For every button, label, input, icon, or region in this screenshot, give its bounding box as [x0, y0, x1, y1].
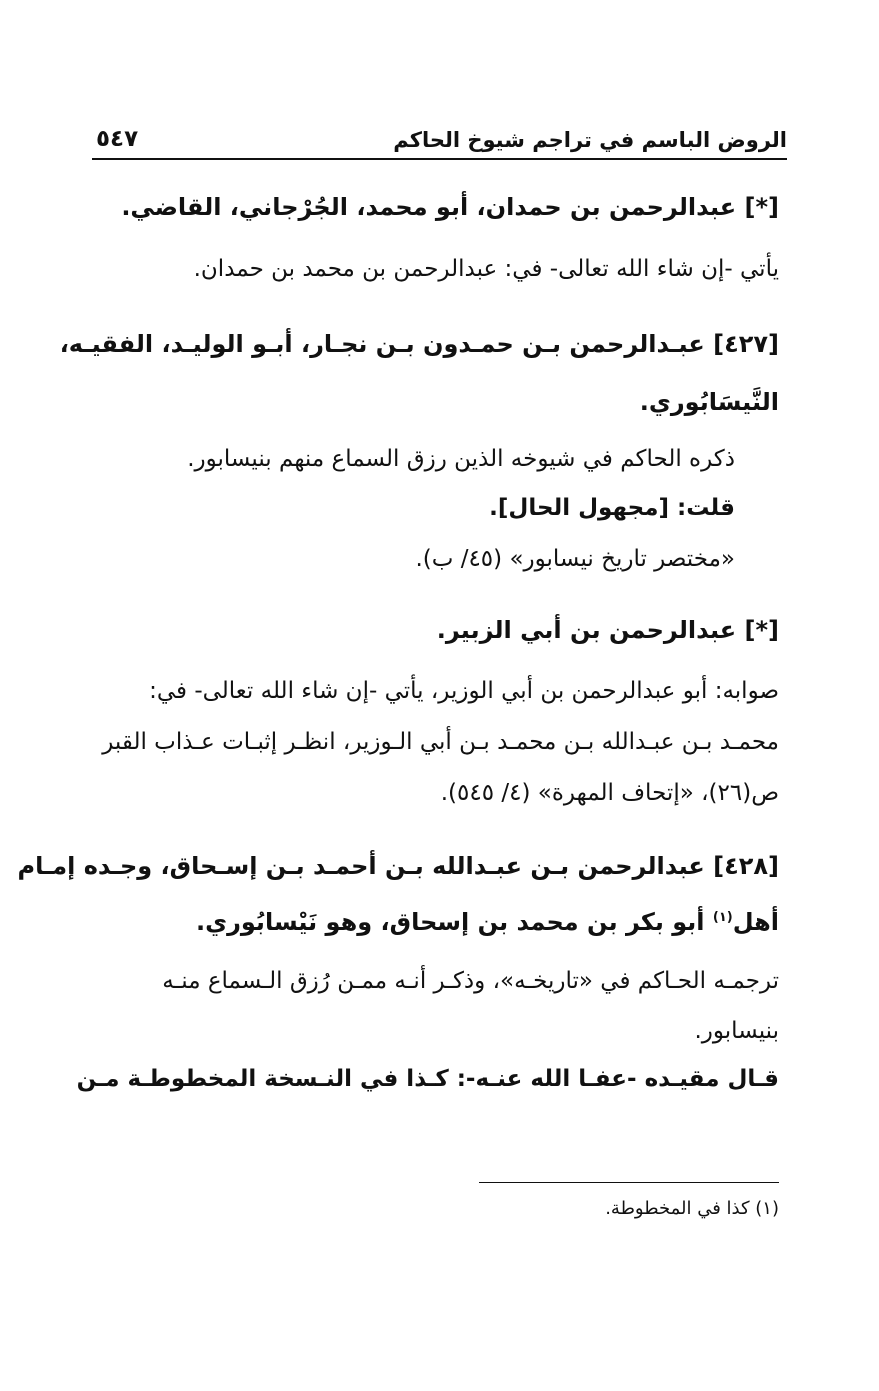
entry-427-note: قلت: [مجهول الحال].	[489, 495, 735, 521]
running-header	[92, 118, 787, 160]
cross-ref-text-1: يأتي -إن شاء الله تعالى- في: عبدالرحمن بن محمد بن حمدان.	[193, 256, 779, 282]
entry-427-heading: [٤٢٧] عبـدالرحمن بـن حمـدون بـن نجـار، أبـو الوليـد، الفقيـه،	[59, 330, 779, 358]
footnote-divider	[479, 1182, 779, 1183]
entry-428-comment: قـال مقيـده -عفـا الله عنـه-: كـذا في النـسخة المخطوطـة مـن	[76, 1066, 779, 1092]
page-number: ٥٤٧	[96, 126, 139, 152]
cross-ref-text-2b: محمـد بـن عبـدالله بـن محمـد بـن أبي الـوزير، انظـر إثبـات عـذاب القبر	[102, 729, 779, 755]
footnote-marker: (١)	[712, 910, 733, 925]
entry-428-heading: [٤٢٨] عبدالرحمن بـن عبـدالله بـن أحمـد بـن إسـحاق، وجـده إمـام	[17, 852, 779, 880]
entry-427-source: «مختصر تاريخ نيسابور» (٤٥/ ب).	[415, 546, 735, 572]
entry-427-heading-cont: النَّيسَابُوري.	[639, 388, 779, 416]
footnote: (١) كذا في المخطوطة.	[605, 1198, 779, 1219]
entry-428-text-cont: بنيسابور.	[694, 1018, 779, 1044]
entry-428-prefix: أهل	[732, 908, 779, 936]
cross-ref-heading-2: [*] عبدالرحمن بن أبي الزبير.	[436, 616, 779, 644]
entry-427-text: ذكره الحاكم في شيوخه الذين رزق السماع منهم بنيسابور.	[187, 446, 735, 472]
entry-428-text: ترجمـه الحـاكم في «تاريخـه»، وذكـر أنـه ممـن رُزق الـسماع منـه	[162, 968, 779, 994]
entry-428-heading-cont	[92, 908, 779, 937]
cross-ref-text-2: صوابه: أبو عبدالرحمن بن أبي الوزير، يأتي -إن شاء الله تعالى- في:	[149, 678, 779, 704]
cross-ref-heading-1: [*] عبدالرحمن بن حمدان، أبو محمد، الجُرْجاني، القاضي.	[121, 193, 779, 221]
header-title: الروض الباسم في تراجم شيوخ الحاكم	[393, 128, 787, 152]
entry-428-rest: أبو بكر بن محمد بن إسحاق، وهو نَيْسابُوري.	[195, 908, 705, 936]
cross-ref-text-2c: ص(٢٦)، «إتحاف المهرة» (٤/ ٥٤٥).	[440, 780, 779, 806]
